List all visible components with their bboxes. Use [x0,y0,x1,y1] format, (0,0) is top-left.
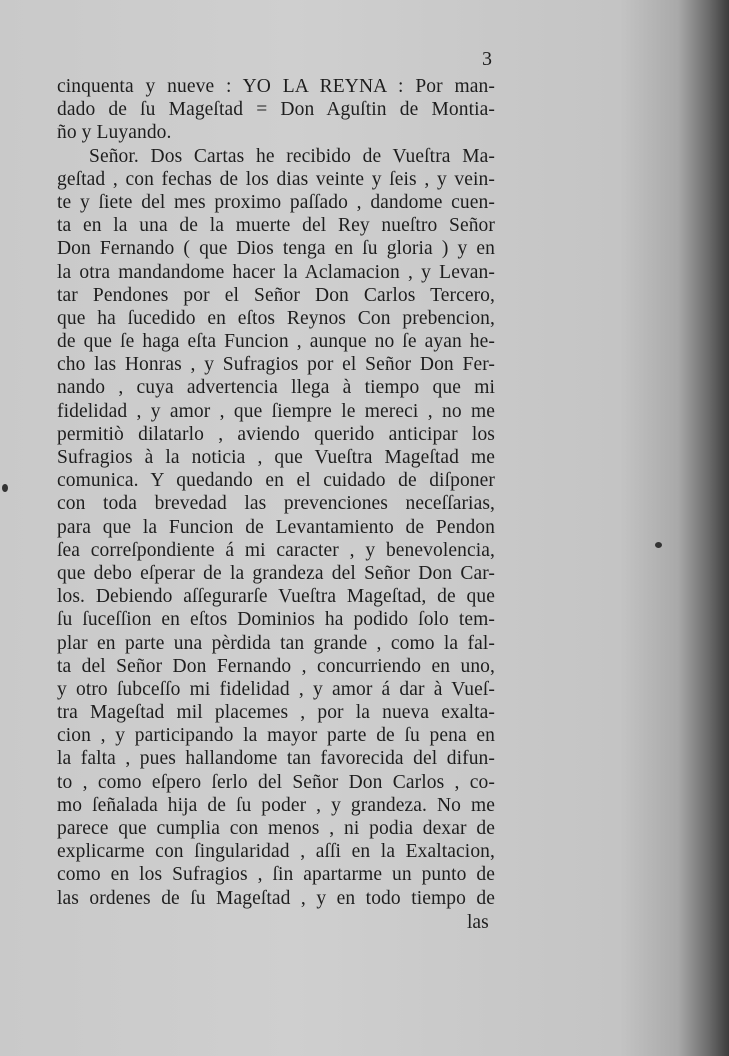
text-line: las ordenes de ſu Mageſtad , y en todo tiempo de [57,887,495,909]
text-line: permitiò dilatarlo , aviendo querido anticipar los [57,423,495,445]
page-number: 3 [482,48,492,70]
text-line: tra Mageſtad mil placemes , por la nueva exalta- [57,702,495,724]
catchword: las [467,912,489,933]
text-line: ſea correſpondiente á mi caracter , y benevolencia, [57,539,495,561]
text-line: ta del Señor Don Fernando , concurriendo en uno, [57,655,495,677]
text-line: cho las Honras , y Sufragios por el Señor Don Fer- [57,354,495,376]
text-line: mo ſeñalada hija de ſu poder , y grandeza. No me [57,794,495,816]
text-line: explicarme con ſingularidad , aſſi en la Exaltacion, [57,841,495,863]
text-line: Sufragios à la noticia , que Vueſtra Mageſtad me [57,447,495,468]
text-line: Señor. Dos Cartas he recibido de Vueſtra Ma- [89,145,495,167]
text-line: como en los Sufragios , ſin apartarme un punto de [57,864,495,886]
text-line: to , como eſpero ſerlo del Señor Don Carlos , co- [57,771,495,793]
body-text [57,75,495,910]
text-line: ño y Luyando. [57,122,172,144]
text-line: ta en la una de la muerte del Rey nueſtro Señor [57,215,495,237]
text-line: para que la Funcion de Levantamiento de Pendon [57,516,495,538]
text-line: nando , cuya advertencia llega à tiempo que mi [57,377,495,399]
text-line: te y ſiete del mes proximo paſſado , dandome cuen- [57,191,495,213]
text-line: con toda brevedad las prevenciones neceſſarias, [57,493,495,515]
text-line: geſtad , con fechas de los dias veinte y ſeis , y vein- [57,168,495,190]
text-line: fidelidad , y amor , que ſiempre le mereci , no me [57,400,495,422]
text-line: que ha ſucedido en eſtos Reynos Con prebencion, [57,307,495,329]
text-line: la otra mandandome hacer la Aclamacion , y Levan- [57,261,495,283]
text-line: cion , y participando la mayor parte de ſu pena en [57,725,495,747]
ink-spot [655,542,662,548]
text-line: que debo eſperar de la grandeza del Señor Don Car- [57,562,495,584]
text-line: de que ſe haga eſta Funcion , aunque no ſe ayan he- [57,331,495,353]
text-line: y otro ſubceſſo mi fidelidad , y amor á dar à Vueſ- [57,678,495,700]
text-line: dado de ſu Mageſtad = Don Aguſtin de Montia- [57,99,495,121]
text-line: comunica. Y quedando en el cuidado de diſponer [57,470,495,492]
text-line: parece que cumplia con menos , ni podia dexar de [57,818,495,839]
text-line: tar Pendones por el Señor Don Carlos Tercero, [57,284,495,306]
text-line: la falta , pues hallandome tan favorecida del difun- [57,748,495,770]
text-line: cinquenta y nueve : YO LA REYNA : Por man- [57,76,495,97]
ink-spot [2,484,8,492]
text-line: plar en parte una pèrdida tan grande , como la fal- [57,632,495,654]
text-line: Don Fernando ( que Dios tenga en ſu gloria ) y en [57,238,495,260]
text-line: los. Debiendo aſſegurarſe Vueſtra Mageſtad, de que [57,586,495,608]
text-line: ſu ſuceſſion en eſtos Dominios ha podido ſolo tem- [57,609,495,631]
